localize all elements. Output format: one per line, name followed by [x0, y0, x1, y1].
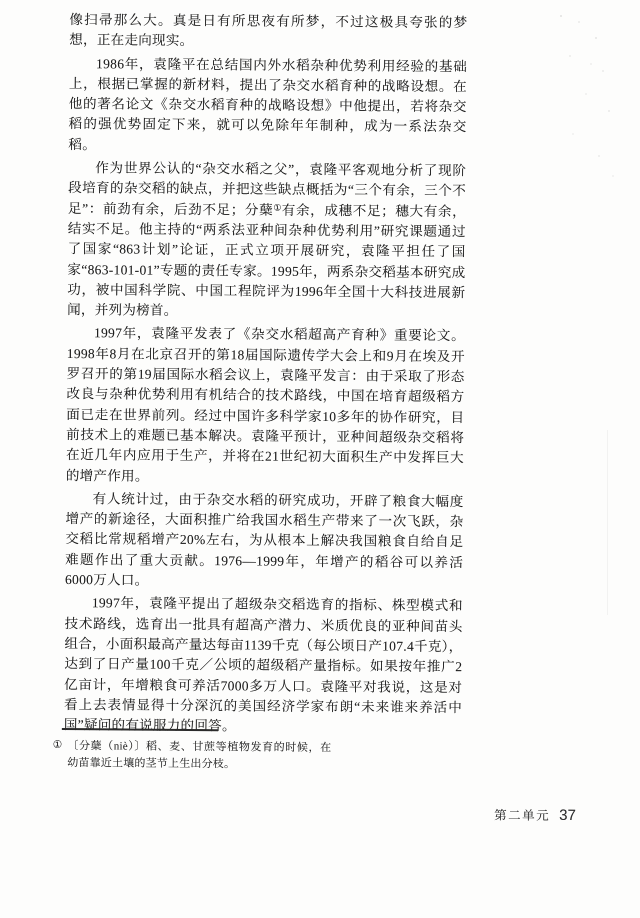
scan-edge-streak [607, 430, 608, 615]
paragraph-continuation: 像扫帚那么大。真是日有所思夜有所梦，不过这极具夸张的梦想，正在走向现实。 [69, 12, 468, 49]
page-footer [494, 805, 576, 824]
footnote [53, 738, 332, 773]
paragraph-text-after-note: 有余，成穗不足；穗大有余，结实不足。他主持的“两系法亚种间杂种优势利用”研究课题通过了国家“863计划”论证，正式立项开展研究，袁隆平担任了国家“863-101-01”专题的责任专家。1995年，两系杂交稻基本研究成功，被中国科学院、中国工程院评为1996年全国十大科技进展新闻，并列为榜首。 [67, 202, 466, 319]
paragraph-text-before-note: 作为世界公认的“杂交水稻之父”，袁隆平客观地分析了现阶段培育的杂交稻的缺点，并把这些缺点概括为“三个有余，三个不足”：前劲有余，后劲不足；分蘖 [67, 160, 467, 218]
scan-noise-speckles [560, 15, 562, 17]
paragraph-father-of-hybrid-rice [67, 158, 466, 323]
footnote-marker: ① [52, 739, 63, 751]
page-number: 37 [559, 806, 576, 825]
paragraph-super-high-yield-paper: 1997年，袁隆平发表了《杂交水稻超高产育种》重要论文。1998年8月在北京召开的第18届国际遗传学大会上和9月在埃及开罗召开的第19届国际水稻会议上，袁隆平发言：由于采取了形态改良与杂种优势利用有机结合的技术路线，中国在培育超级稻方面已走在世界前列。经过中国许多科学家10多年的协作研究，目前技术上的难题已基本解决。袁隆平预计，亚种间超级杂交稻将在近几年内应用于生产，并将在21世纪初大面积生产中发挥巨大的增产作用。 [65, 325, 466, 484]
footnote-reference-icon: ① [273, 202, 282, 213]
page-body [64, 10, 468, 741]
paragraph-strategic-concept: 1986年，袁隆平在总结国内外水稻杂种优势利用经验的基础上，根据已掌握的新材料，提出了杂交水稻育种的战略设想。在他的著名论文《杂交水稻育种的战略设想》中他提出，若将杂交稻的强优势固定下来，就可以免除年年制种，成为一系法杂交稻。 [68, 55, 468, 153]
footnote-text: 〔分蘖（niè）〕稻、麦、甘蔗等植物发育的时候，在幼苗靠近土壤的茎节上生出分枝。 [67, 740, 332, 770]
paragraph-super-hybrid-selection: 1997年，袁隆平提出了超级杂交稻选育的指标、株型模式和技术路线，选育出一批具有超高产潜力、米质优良的亚种间苗头组合，小面积最高产量达每亩1139千克（每公顷日产107.4千克），达到了日产量100千克／公顷的超级稻产量指标。如果按年推广2亿亩计，年增粮食可养活7000多万人口。袁隆平对我说，这是对看上去表情显得十分深沉的美国经济学家布朗“未来谁来养活中国”疑问的有说服力的回答。 [63, 595, 463, 734]
paragraph-yield-statistics: 有人统计过，由于杂交水稻的研究成功，开辟了粮食大幅度增产的新途径，大面积推广给我国水稻生产带来了一次飞跃，杂交稻比常规稻增产20%左右，为从根本上解决我国粮食自给自足难题作出了重大贡献。1976—1999年，年增产的稻谷可以养活6000万人口。 [64, 491, 464, 588]
unit-label: 第二单元 [494, 808, 551, 823]
stray-ink-dot [382, 556, 384, 558]
